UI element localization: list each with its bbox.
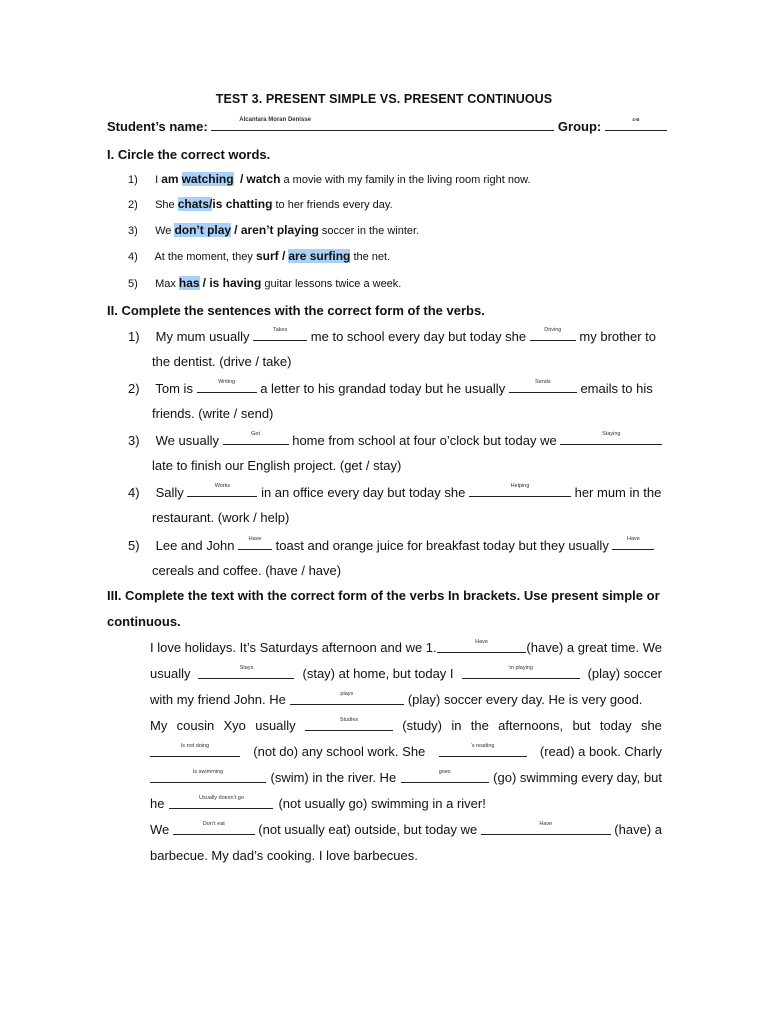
- s3-text: My: [150, 718, 168, 733]
- s2-item-2-answer-2: Sends: [535, 379, 551, 385]
- s2-item-5-line-2: cereals and coffee. (have / have): [152, 563, 342, 578]
- s2-item-4-text-b: in an office every day but today she: [261, 485, 466, 500]
- item-number: 2): [128, 381, 140, 396]
- s3-text: she: [640, 718, 662, 733]
- s1-item-5-suffix: guitar lessons twice a week.: [264, 278, 402, 290]
- group-value: 4-B: [632, 117, 640, 122]
- s2-item-1-answer-1: Takes: [272, 327, 288, 333]
- item-number: 1): [128, 174, 138, 186]
- s2-item-2-line-2: friends. (write / send): [152, 406, 274, 421]
- s1-item-2-option-a[interactable]: chats/: [177, 197, 213, 211]
- s2-item-4-line-2: restaurant. (work / help): [152, 510, 290, 525]
- s3-text: with my friend John. He: [150, 692, 286, 707]
- s2-item-3-text-a: We usually: [155, 433, 219, 448]
- s2-item-3-text-b: home from school at four o’clock but today we: [292, 433, 557, 448]
- s3-text: (swim) in the river. He: [270, 770, 397, 785]
- s2-item-3-answer-1: Get: [251, 431, 261, 437]
- s3-text: (play) soccer every day. He is very good.: [407, 692, 643, 707]
- s2-item-1-blank-1[interactable]: [253, 328, 307, 341]
- s3-text: (play) soccer: [587, 666, 662, 681]
- s3-line-6: [150, 770, 662, 796]
- s3-text: (go) swimming every day, but: [493, 770, 662, 785]
- s1-item-3: [128, 223, 419, 237]
- s1-item-4: [128, 249, 390, 263]
- s3-blank-11[interactable]: [173, 822, 255, 835]
- item-number: 2): [128, 199, 138, 211]
- s3-text: (stay) at home, but today I: [302, 666, 454, 681]
- group-field[interactable]: [605, 118, 667, 131]
- s3-answer-4: plays: [340, 691, 354, 697]
- s1-item-2: [128, 197, 393, 211]
- s3-text: barbecue. My dad’s cooking. I love barbecues.: [150, 848, 418, 863]
- s2-item-5-blank-2[interactable]: [612, 537, 654, 550]
- s2-item-3-line-2: late to finish our English project. (get / stay): [152, 458, 402, 473]
- s2-item-1-answer-2: Driving: [544, 327, 562, 333]
- s1-item-4-option-a[interactable]: surf /: [255, 249, 286, 263]
- s2-item-3-answer-2: Staying: [602, 431, 621, 437]
- s3-line-5: [150, 744, 662, 770]
- s2-item-4-text-a: Sally: [155, 485, 184, 500]
- s3-answer-10: Usually doesn’t go: [198, 795, 244, 801]
- s2-item-3-blank-1[interactable]: [223, 432, 289, 445]
- s3-text: (have) a: [614, 822, 662, 837]
- s2-item-1-text-b: me to school every day but today she: [310, 329, 527, 344]
- s1-item-2-prefix: She: [155, 199, 175, 211]
- s3-answer-8: Is swimming: [192, 769, 224, 775]
- s2-item-5: [128, 537, 654, 553]
- s1-item-1-option-b[interactable]: watch: [246, 172, 281, 186]
- s1-item-1-bold: am: [161, 172, 179, 186]
- s3-answer-1: Have: [475, 639, 488, 645]
- s1-item-2-suffix: to her friends every day.: [275, 199, 393, 211]
- s1-item-5-option-a[interactable]: has: [178, 276, 200, 290]
- s3-text: Xyo: [223, 718, 246, 733]
- s3-blank-10[interactable]: [169, 796, 273, 809]
- s3-blank-1[interactable]: [437, 640, 527, 653]
- s3-answer-9: goes: [438, 769, 451, 775]
- s2-item-4-text-c: her mum in the: [574, 485, 662, 500]
- s3-blank-4[interactable]: [290, 692, 404, 705]
- s3-answer-5: Studies: [339, 717, 359, 723]
- s3-answer-3: ’m playing: [508, 665, 533, 671]
- s3-answer-12: Have: [539, 821, 553, 827]
- section-3-heading: III. Complete the text with the correct form of the verbs In brackets. Use present simple or: [107, 588, 660, 603]
- section-1-heading: I. Circle the correct words.: [107, 147, 271, 162]
- student-name-value: Alcantara Moran Denisse: [239, 117, 311, 123]
- item-number: 3): [128, 225, 138, 237]
- s2-item-5-text-b: toast and orange juice for breakfast today but they usually: [275, 538, 609, 553]
- s2-item-4-answer-2: Helping: [510, 483, 530, 489]
- s1-item-4-option-b[interactable]: are surfing: [288, 249, 351, 263]
- s3-text: (not do) any school work. She: [253, 744, 426, 759]
- item-number: 5): [128, 538, 140, 553]
- s3-text: in: [451, 718, 462, 733]
- s2-item-5-answer-1: Have: [248, 536, 262, 542]
- group-label: Group:: [557, 119, 602, 134]
- item-number: 1): [128, 329, 140, 344]
- s2-item-1-blank-2[interactable]: [530, 328, 576, 341]
- s3-line-9: [150, 848, 662, 874]
- s1-item-1: 1) I am watching / watch a movie with my family in the living room right now.: [128, 172, 531, 186]
- s3-blank-12[interactable]: [481, 822, 611, 835]
- s2-item-5-blank-1[interactable]: [238, 537, 272, 550]
- s3-text: (study): [402, 718, 443, 733]
- s3-text: today: [599, 718, 632, 733]
- s3-blank-5[interactable]: [305, 718, 393, 731]
- s3-text: afternoons,: [498, 718, 564, 733]
- s3-blank-9[interactable]: [401, 770, 489, 783]
- s3-line-4: [150, 718, 662, 744]
- student-name-field[interactable]: [211, 118, 554, 131]
- section-3-heading-cont: continuous.: [107, 614, 181, 629]
- s1-item-3-option-a[interactable]: don’t play: [174, 223, 232, 237]
- s1-item-4-suffix: the net.: [353, 251, 391, 263]
- section-2-heading: II. Complete the sentences with the correct form of the verbs.: [107, 303, 485, 318]
- s2-item-1: [128, 328, 656, 344]
- s1-item-3-option-b[interactable]: / aren’t playing: [234, 223, 319, 237]
- s2-item-1-text-c: my brother to: [579, 329, 656, 344]
- s2-item-2-text-b: a letter to his grandad today but he usually: [260, 381, 506, 396]
- s3-answer-11: Don’t eat: [202, 821, 225, 827]
- s2-item-4-blank-1[interactable]: [187, 484, 257, 497]
- s3-text: I love holidays. It’s Saturdays afternoon and we 1.: [150, 640, 437, 655]
- s3-blank-6[interactable]: [150, 744, 240, 757]
- s3-text: the: [470, 718, 489, 733]
- s2-item-4-answer-1: Works: [214, 483, 231, 489]
- s1-item-5: [128, 276, 401, 290]
- s2-item-2-answer-1: Writing: [218, 379, 236, 385]
- s3-line-8: [150, 822, 662, 848]
- s3-line-1: [150, 640, 662, 666]
- s3-text: cousin: [176, 718, 215, 733]
- s2-item-4-blank-2[interactable]: [469, 484, 571, 497]
- item-number: 4): [128, 251, 138, 263]
- s3-blank-8[interactable]: [150, 770, 266, 783]
- s1-item-1-option-a[interactable]: watching: [181, 172, 234, 186]
- page-title: TEST 3. PRESENT SIMPLE VS. PRESENT CONTINUOUS: [215, 92, 553, 106]
- s2-item-2-blank-2[interactable]: [509, 380, 577, 393]
- s2-item-1-text-a: My mum usually: [155, 329, 250, 344]
- s2-item-1-line-2: the dentist. (drive / take): [152, 354, 292, 369]
- s3-blank-2[interactable]: [198, 666, 294, 679]
- s1-item-3-prefix: We: [155, 225, 172, 237]
- student-name-label: Student’s name:: [107, 119, 208, 134]
- item-number: 3): [128, 433, 140, 448]
- item-number: 5): [128, 278, 138, 290]
- s1-item-1-prefix: I: [155, 174, 159, 186]
- s2-item-2-blank-1[interactable]: [197, 380, 257, 393]
- s3-blank-3[interactable]: [462, 666, 580, 679]
- s2-item-2: [128, 380, 653, 396]
- s2-item-2-text-c: emails to his: [580, 381, 653, 396]
- s3-line-3: [150, 692, 662, 718]
- s3-text: (not usually go) swimming in a river!: [278, 796, 486, 811]
- s3-text: (read) a book. Charly: [539, 744, 662, 759]
- s3-text: (have) a great time. We: [526, 640, 662, 655]
- s2-item-2-text-a: Tom is: [155, 381, 193, 396]
- s3-line-7: [150, 796, 662, 822]
- s1-item-4-prefix: At the moment, they: [154, 251, 253, 263]
- s2-item-4: [128, 484, 661, 500]
- s1-item-2-option-b[interactable]: is chatting: [212, 197, 273, 211]
- s1-item-5-prefix: Max: [155, 278, 176, 290]
- s3-text: We: [150, 822, 170, 837]
- s2-item-5-text-a: Lee and John: [155, 538, 235, 553]
- s2-item-5-answer-2: Have: [627, 536, 640, 542]
- student-info-row: [107, 118, 667, 134]
- s3-text: (not usually eat) outside, but today we: [258, 822, 478, 837]
- s1-item-5-option-b[interactable]: / is having: [202, 276, 262, 290]
- s3-paragraph: [150, 640, 662, 874]
- item-number: 4): [128, 485, 140, 500]
- s3-text: he: [150, 796, 165, 811]
- s3-text: but: [572, 718, 591, 733]
- s3-answer-6: Is not doing: [180, 743, 210, 749]
- s2-item-3-blank-2[interactable]: [560, 432, 662, 445]
- s3-answer-2: Stays: [239, 665, 254, 671]
- s3-blank-7[interactable]: [439, 744, 527, 757]
- s1-item-3-suffix: soccer in the winter.: [321, 225, 420, 237]
- s2-item-3: [128, 432, 662, 448]
- s3-line-2: [150, 666, 662, 692]
- s3-text: usually: [255, 718, 296, 733]
- s3-answer-7: ’s reading: [470, 743, 495, 749]
- s1-item-1-suffix: a movie with my family in the living room right now.: [283, 174, 531, 186]
- s3-text: usually: [150, 666, 191, 681]
